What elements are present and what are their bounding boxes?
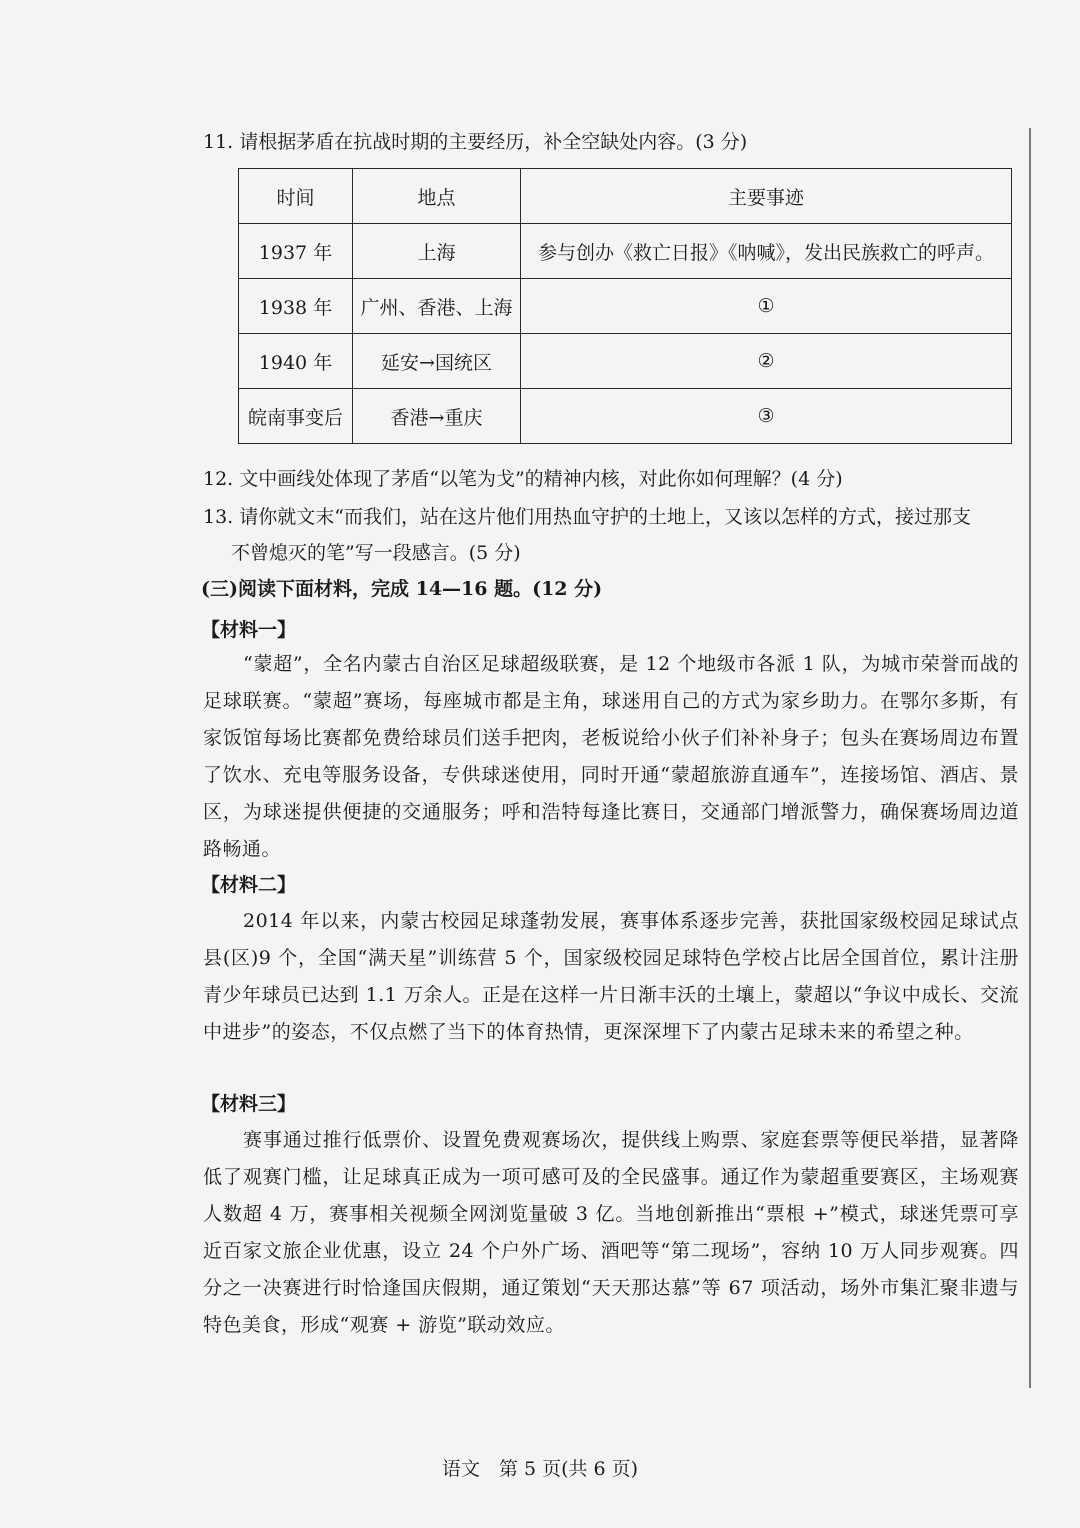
cell-place: 延安→国统区 [353,334,521,389]
question-13-line-1: 13. 请你就文末“而我们，站在这片他们用热血守护的土地上，又该以怎样的方式，接过那支 [203,506,971,528]
cell-time: 1937 年 [239,224,353,279]
cell-time: 1940 年 [239,334,353,389]
cell-place: 广州、香港、上海 [353,279,521,334]
cell-deeds: ② [521,334,1012,389]
table-row [239,279,1012,334]
cell-time: 皖南事变后 [239,389,353,444]
material-3-title: 【材料三】 [201,1093,297,1115]
table-row [239,334,1012,389]
section-3-heading: (三)阅读下面材料，完成 14—16 题。(12 分) [201,578,603,600]
table-row [239,224,1012,279]
margin-rule [1029,128,1031,1388]
cell-place: 香港→重庆 [353,389,521,444]
header-deeds: 主要事迹 [521,169,1012,224]
question-11: 11. 请根据茅盾在抗战时期的主要经历，补全空缺处内容。(3 分) [203,131,748,153]
page-footer: 语文 第 5 页(共 6 页) [441,1458,639,1480]
cell-deeds: ① [521,279,1012,334]
cell-time: 1938 年 [239,279,353,334]
question-13-line-2: 不曾熄灭的笔”写一段感言。(5 分) [231,542,521,564]
table-header-row [239,169,1012,224]
table-row [239,389,1012,444]
material-1-text: “蒙超”，全名内蒙古自治区足球超级联赛，是 12 个地级市各派 1 队，为城市荣誉而战的足球联赛。“蒙超”赛场，每座城市都是主角，球迷用自己的方式为家乡助力。在鄂尔多斯，有家饭馆每场比赛都免费给球员们送手把肉，老板说给小伙子们补补身子；包头在赛场周边布置了饮水、充电等服务设备，专供球迷使用，同时开通“蒙超旅游直通车”，连接场馆、酒店、景区，为球迷提供便捷的交通服务；呼和浩特每逢比赛日，交通部门增派警力，确保赛场周边道路畅通。 [203,653,1019,860]
header-time: 时间 [239,169,353,224]
cell-place: 上海 [353,224,521,279]
header-place: 地点 [353,169,521,224]
cell-deeds: 参与创办《救亡日报》《呐喊》，发出民族救亡的呼声。 [521,224,1012,279]
material-3-text: 赛事通过推行低票价、设置免费观赛场次，提供线上购票、家庭套票等便民举措，显著降低了观赛门槛，让足球真正成为一项可感可及的全民盛事。通辽作为蒙超重要赛区，主场观赛人数超 4 万，赛事相关视频全网浏览量破 3 亿。当地创新推出“票根 +”模式，球迷凭票可享近百家文旅企业优惠，设立 24 个户外广场、酒吧等“第二现场”，容纳 10 万人同步观赛。四分之一决赛进行时恰逢国庆假期，通辽策划“天天那达慕”等 67 项活动，场外市集汇聚非遗与特色美食，形成“观赛 + 游览”联动效应。 [203,1129,1019,1336]
question-12: 12. 文中画线处体现了茅盾“以笔为戈”的精神内核，对此你如何理解？(4 分) [203,468,843,490]
material-2-text: 2014 年以来，内蒙古校园足球蓬勃发展，赛事体系逐步完善，获批国家级校园足球试点县(区)9 个，全国“满天星”训练营 5 个，国家级校园足球特色学校占比居全国首位，累计注册青少年球员已达到 1.1 万余人。正是在这样一片日渐丰沃的土壤上，蒙超以“争议中成长、交流中进步”的姿态，不仅点燃了当下的体育热情，更深深埋下了内蒙古足球未来的希望之种。 [203,910,1019,1043]
cell-deeds: ③ [521,389,1012,444]
events-table [238,168,1012,444]
material-1-title: 【材料一】 [201,619,297,641]
material-2-title: 【材料二】 [201,874,297,896]
